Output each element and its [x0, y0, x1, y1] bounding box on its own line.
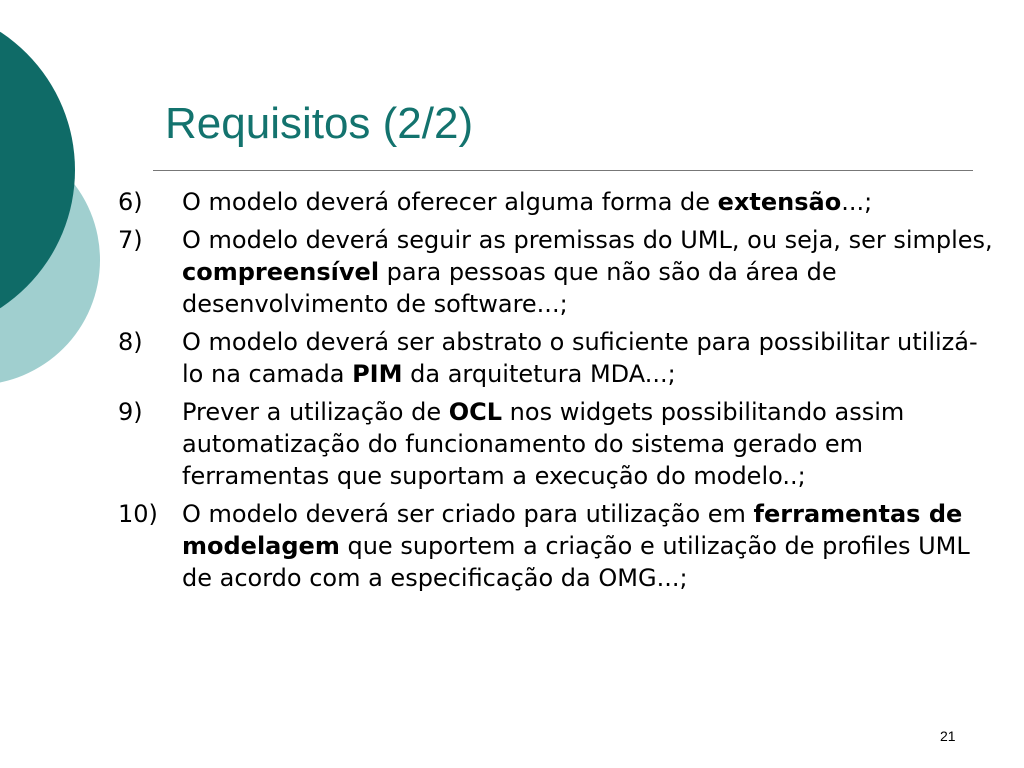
- item-number: 10): [118, 500, 158, 528]
- item-text: O modelo deverá seguir as premissas do UML, ou seja, ser simples, compreensível para pessoas que não são da área de desenvolvimento de software...;: [182, 226, 993, 318]
- bold-term: compreensível: [182, 258, 380, 286]
- bold-term: PIM: [352, 360, 403, 388]
- requirements-list: [118, 186, 998, 600]
- bold-term: ferramentas de modelagem: [182, 500, 963, 560]
- list-item: [118, 396, 998, 492]
- list-item: [118, 224, 998, 320]
- list-item: [118, 326, 998, 390]
- item-number: 6): [118, 188, 143, 216]
- slide-title: Requisitos (2/2): [165, 99, 474, 148]
- title-divider: [153, 170, 973, 171]
- bold-term: extensão: [717, 188, 842, 216]
- bold-term: OCL: [448, 398, 503, 426]
- item-text: O modelo deverá oferecer alguma forma de extensão...;: [182, 188, 873, 216]
- item-number: 7): [118, 226, 143, 254]
- item-text: O modelo deverá ser abstrato o suficiente para possibilitar utilizá-lo na camada PIM da arquitetura MDA...;: [182, 328, 978, 388]
- item-text: Prever a utilização de OCL nos widgets possibilitando assim automatização do funcionamento do sistema gerado em ferramentas que suportam a execução do modelo..;: [182, 398, 905, 490]
- item-number: 8): [118, 328, 143, 356]
- list-item: [118, 498, 998, 594]
- item-number: 9): [118, 398, 143, 426]
- list-item: [118, 186, 998, 218]
- item-text: O modelo deverá ser criado para utilização em ferramentas de modelagem que suportem a criação e utilização de profiles UML de acordo com a especificação da OMG...;: [182, 500, 970, 592]
- page-number: 21: [940, 728, 956, 744]
